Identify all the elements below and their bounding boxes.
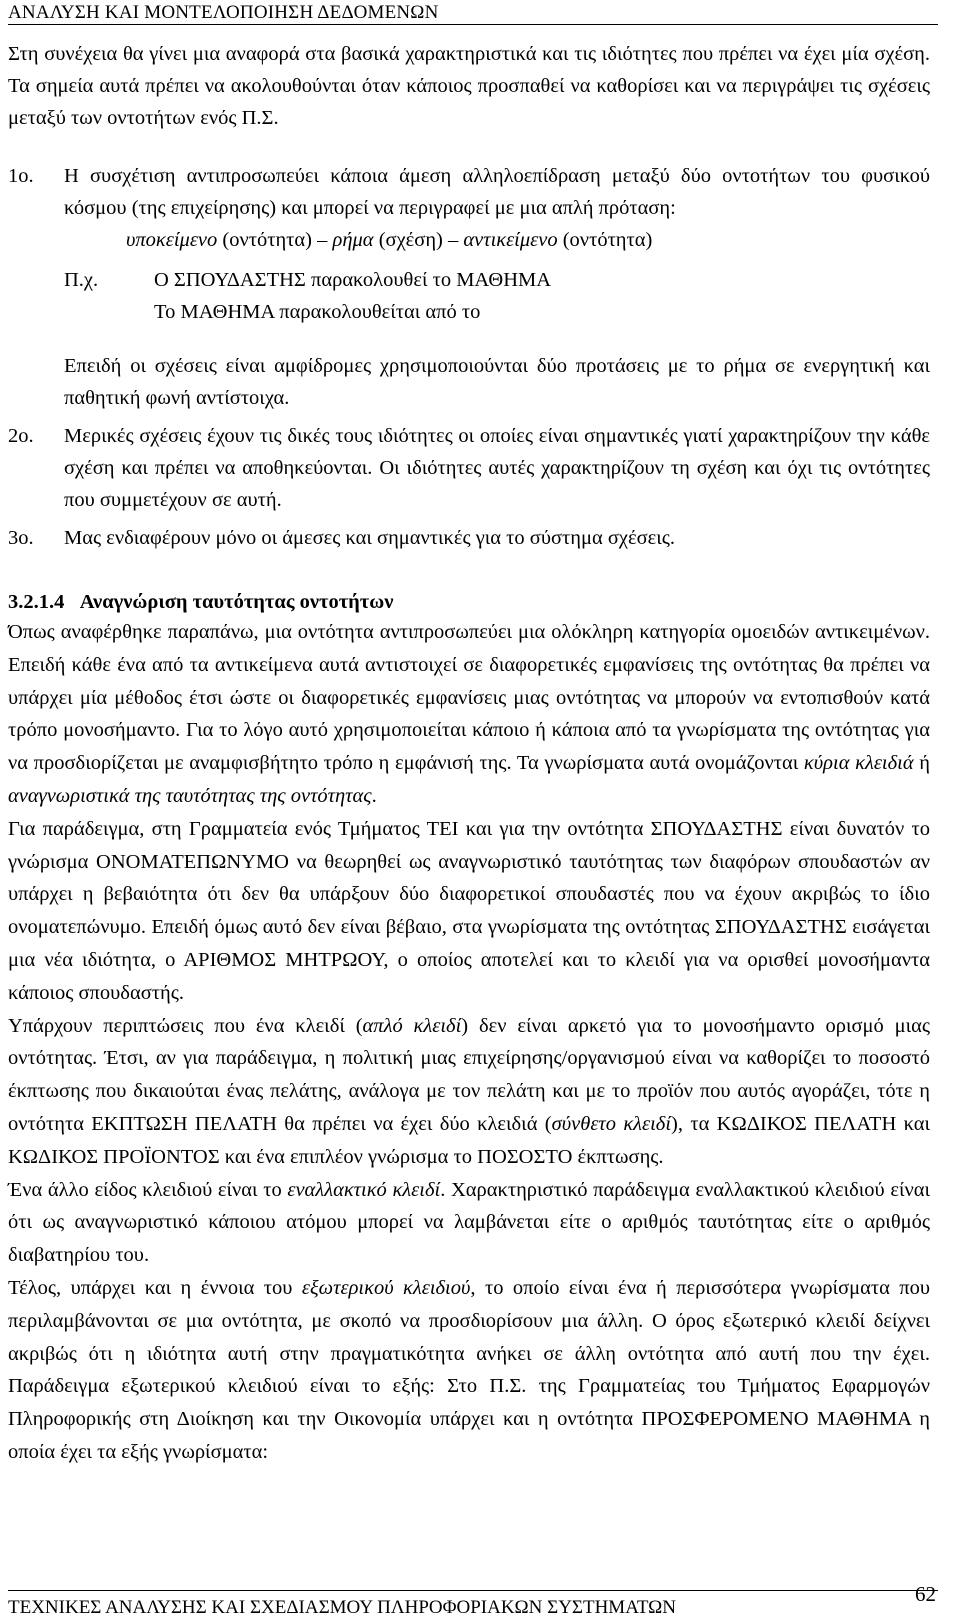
list-item-2: [8, 420, 930, 516]
text-run: , το οποίο είναι ένα ή περισσότερα γνωρίσματα που περιλαμβάνονται σε μια οντότητα, με σκοπό να προσδιορίσουν μια άλλη. Ο όρος εξωτερικό κλειδί δείχνει ακριβώς ότι η ιδιότητα αυτή στην πραγματικότητα ανήκει σε άλλη οντότητα από αυτή που την έχει. Παράδειγμα εξωτερικού κλειδιού είναι το εξής: Στο Π.Σ. της Γραμματείας του Τμήματος Εφαρμογών Πληροφορικής στη Διοίκηση και την Οικονομία υπάρχει και η οντότητα ΠΡΟΣΦΕΡΟΜΕΝΟ ΜΑΘΗΜΑ η οποία έχει τα εξής γνωρίσματα:: [8, 1276, 931, 1463]
page-content: [8, 38, 930, 1469]
italic-term: απλό κλειδί: [362, 1014, 462, 1037]
section-heading: [8, 588, 930, 616]
section-paragraph-2: Για παράδειγμα, στη Γραμματεία ενός Τμήματος ΤΕΙ και για την οντότητα ΣΠΟΥΔΑΣΤΗΣ είναι δυνατόν το γνώρισμα ΟΝΟΜΑΤΕΠΩΝΥΜΟ να θεωρηθεί ως αναγνωριστικό ταυτότητας των διαφόρων σπουδαστών αν υπάρχει η βεβαιότητα ότι δεν θα υπάρξουν δύο διαφορετικοί σπουδαστές που να έχουν ακριβώς το ίδιο ονοματεπώνυμο. Επειδή όμως αυτό δεν είναι βέβαιο, στα γνωρίσματα της οντότητας ΣΠΟΥΔΑΣΤΗΣ εισάγεται μια νέα ιδιότητα, ο ΑΡΙΘΜΟΣ ΜΗΤΡΩΟΥ, ο οποίος αποτελεί και το κλειδί για να ορισθεί μονοσήμαντα κάποιος σπουδαστής.: [8, 817, 930, 1004]
list-item-text: Μερικές σχέσεις έχουν τις δικές τους ιδιότητες οι οποίες είναι σημαντικές γιατί χαρακτηρίζουν την κάθε σχέση και πρέπει να αποθηκεύονται. Οι ιδιότητες αυτές χαρακτηρίζουν τη σχέση και όχι τις οντότητες που συμμετέχουν σε αυτή.: [64, 425, 930, 511]
footer-title: ΤΕΧΝΙΚΕΣ ΑΝΑΛΥΣΗΣ ΚΑΙ ΣΧΕΔΙΑΣΜΟΥ ΠΛΗΡΟΦΟΡΙΑΚΩΝ ΣΥΣΤΗΜΑΤΩΝ: [8, 1597, 676, 1618]
list-item-body: [64, 160, 930, 414]
italic-term: εξωτερικού κλειδιού: [301, 1276, 471, 1299]
section-paragraph-5: [8, 1272, 930, 1469]
pattern-verb-role: (σχέση): [373, 229, 448, 251]
section-paragraph-4: [8, 1174, 930, 1272]
text-run: . Χαρακτηριστικό παράδειγμα εναλλακτικού κλειδιού είναι ότι ως αναγνωριστικό κάποιου ατόμου μπορεί να λαμβάνεται είτε ο αριθμός ταυτότητας είτε ο αριθμός διαβατηρίου του.: [8, 1178, 930, 1267]
list-item-3: [8, 522, 930, 554]
text-run: Υπάρχουν περιπτώσεις που ένα κλειδί (: [8, 1014, 363, 1037]
pattern-subject-role: (οντότητα): [217, 229, 318, 251]
sentence-pattern: [64, 224, 930, 256]
example-label: Π.χ.: [64, 269, 99, 291]
running-footer: [8, 1582, 936, 1619]
example-line: Ο ΣΠΟΥΔΑΣΤΗΣ παρακολουθεί το ΜΑΘΗΜΑ: [154, 269, 552, 291]
pattern-dash: –: [317, 229, 328, 251]
section-title: Αναγνώριση ταυτότητας οντοτήτων: [79, 591, 394, 613]
list-item-text: Η συσχέτιση αντιπροσωπεύει κάποια άμεση αλληλοεπίδραση μεταξύ δύο οντοτήτων του φυσικού κόσμου (της επιχείρησης) και μπορεί να περιγραφεί με μια απλή πρόταση:: [64, 165, 930, 219]
page-number: 62: [915, 1582, 936, 1606]
italic-term: εναλλακτικό κλειδί: [287, 1178, 441, 1201]
list-item-number: 1ο.: [8, 165, 34, 187]
text-run: ) δεν είναι αρκετό για το μονοσήμαντο ορισμό μιας οντότητας. Έτσι, αν για παράδειγμα, η πολιτική μιας επιχείρησης/οργανισμού είναι να καθορίζει το ποσοστό έκπτωσης που δικαιούται ένας πελάτης, ανάλογα με τον πελάτη και με το προϊόν που αυτός αγοράζει, τότε η οντότητα ΕΚΠΤΩΣΗ ΠΕΛΑΤΗ θα πρέπει να έχει δύο κλειδιά (: [8, 1014, 930, 1135]
list-item-text: Μας ενδιαφέρουν μόνο οι άμεσες και σημαντικές για το σύστημα σχέσεις.: [64, 527, 676, 549]
footer-rule: [8, 1590, 938, 1591]
list-item-number: 2ο.: [8, 425, 34, 447]
section-number: 3.2.1.4: [8, 591, 65, 613]
header-rule: [8, 24, 938, 25]
list-item-1: [8, 160, 930, 414]
italic-term: κύρια κλειδιά: [803, 752, 914, 775]
text-run: Όπως αναφέρθηκε παραπάνω, μια οντότητα αντιπροσωπεύει μια ολόκληρη κατηγορία ομοειδών αντικειμένων. Επειδή κάθε ένα από τα αντικείμενα αυτά αντιστοιχεί σε διαφορετικές εμφανίσεις της οντότητας θα πρέπει να υπάρχει μία μέθοδος έτσι ώστε οι διαφορετικές εμφανίσεις μιας οντότητας να μπορούν να εντοπισθούν κατά τρόπο μονοσήμαντο. Για το λόγο αυτό χρησιμοποιείται κάποιο ή κάποια από τα γνωρίσματα της οντότητας για να προσδιορίζεται με αναμφισβήτητο τρόπο η εμφάνισή της. Τα γνωρίσματα αυτά ονομάζονται: [8, 621, 930, 775]
text-run: ή: [913, 752, 930, 775]
section: [8, 588, 930, 1469]
example-block: [64, 264, 930, 328]
example-line: Το ΜΑΘΗΜΑ παρακολουθείται από το: [154, 301, 481, 323]
intro-paragraph: Στη συνέχεια θα γίνει μια αναφορά στα βασικά χαρακτηριστικά και τις ιδιότητες που πρέπει να έχει μία σχέση. Τα σημεία αυτά πρέπει να ακολουθούνται όταν κάποιος προσπαθεί να καθορίσει και να περιγράψει τις σχέσεις μεταξύ των οντοτήτων ενός Π.Σ.: [8, 43, 930, 129]
text-run: Ένα άλλο είδος κλειδιού είναι το: [8, 1178, 288, 1201]
pattern-verb: ρήμα: [332, 229, 374, 251]
pattern-object-role: (οντότητα): [557, 229, 653, 251]
pattern-subject: υποκείμενο: [126, 229, 218, 251]
section-paragraph-3: [8, 1010, 930, 1174]
pattern-object: αντικείμενο: [463, 229, 558, 251]
italic-term: αναγνωριστικά της ταυτότητας της οντότητας: [8, 784, 372, 807]
section-paragraph-1: [8, 616, 930, 813]
pattern-dash: –: [448, 229, 459, 251]
example-lines: [154, 264, 551, 328]
running-header: ΑΝΑΛΥΣΗ ΚΑΙ ΜΟΝΤΕΛΟΠΟΙΗΣΗ ΔΕΔΟΜΕΝΩΝ: [8, 2, 439, 23]
list-item-number: 3ο.: [8, 527, 34, 549]
list-item-followup: Επειδή οι σχέσεις είναι αμφίδρομες χρησιμοποιούνται δύο προτάσεις με το ρήμα σε ενεργητική και παθητική φωνή αντίστοιχα.: [64, 355, 930, 409]
text-run: ), τα ΚΩΔΙΚΟΣ ΠΕΛΑΤΗ και ΚΩΔΙΚΟΣ ΠΡΟΪΟΝΤΟΣ και ένα επιπλέον γνώρισμα το ΠΟΣΟΣΤΟ έκπτωσης.: [8, 1112, 931, 1168]
italic-term: σύνθετο κλειδί: [551, 1112, 672, 1135]
text-run: Τέλος, υπάρχει και η έννοια του: [8, 1276, 302, 1299]
text-run: .: [371, 784, 377, 807]
